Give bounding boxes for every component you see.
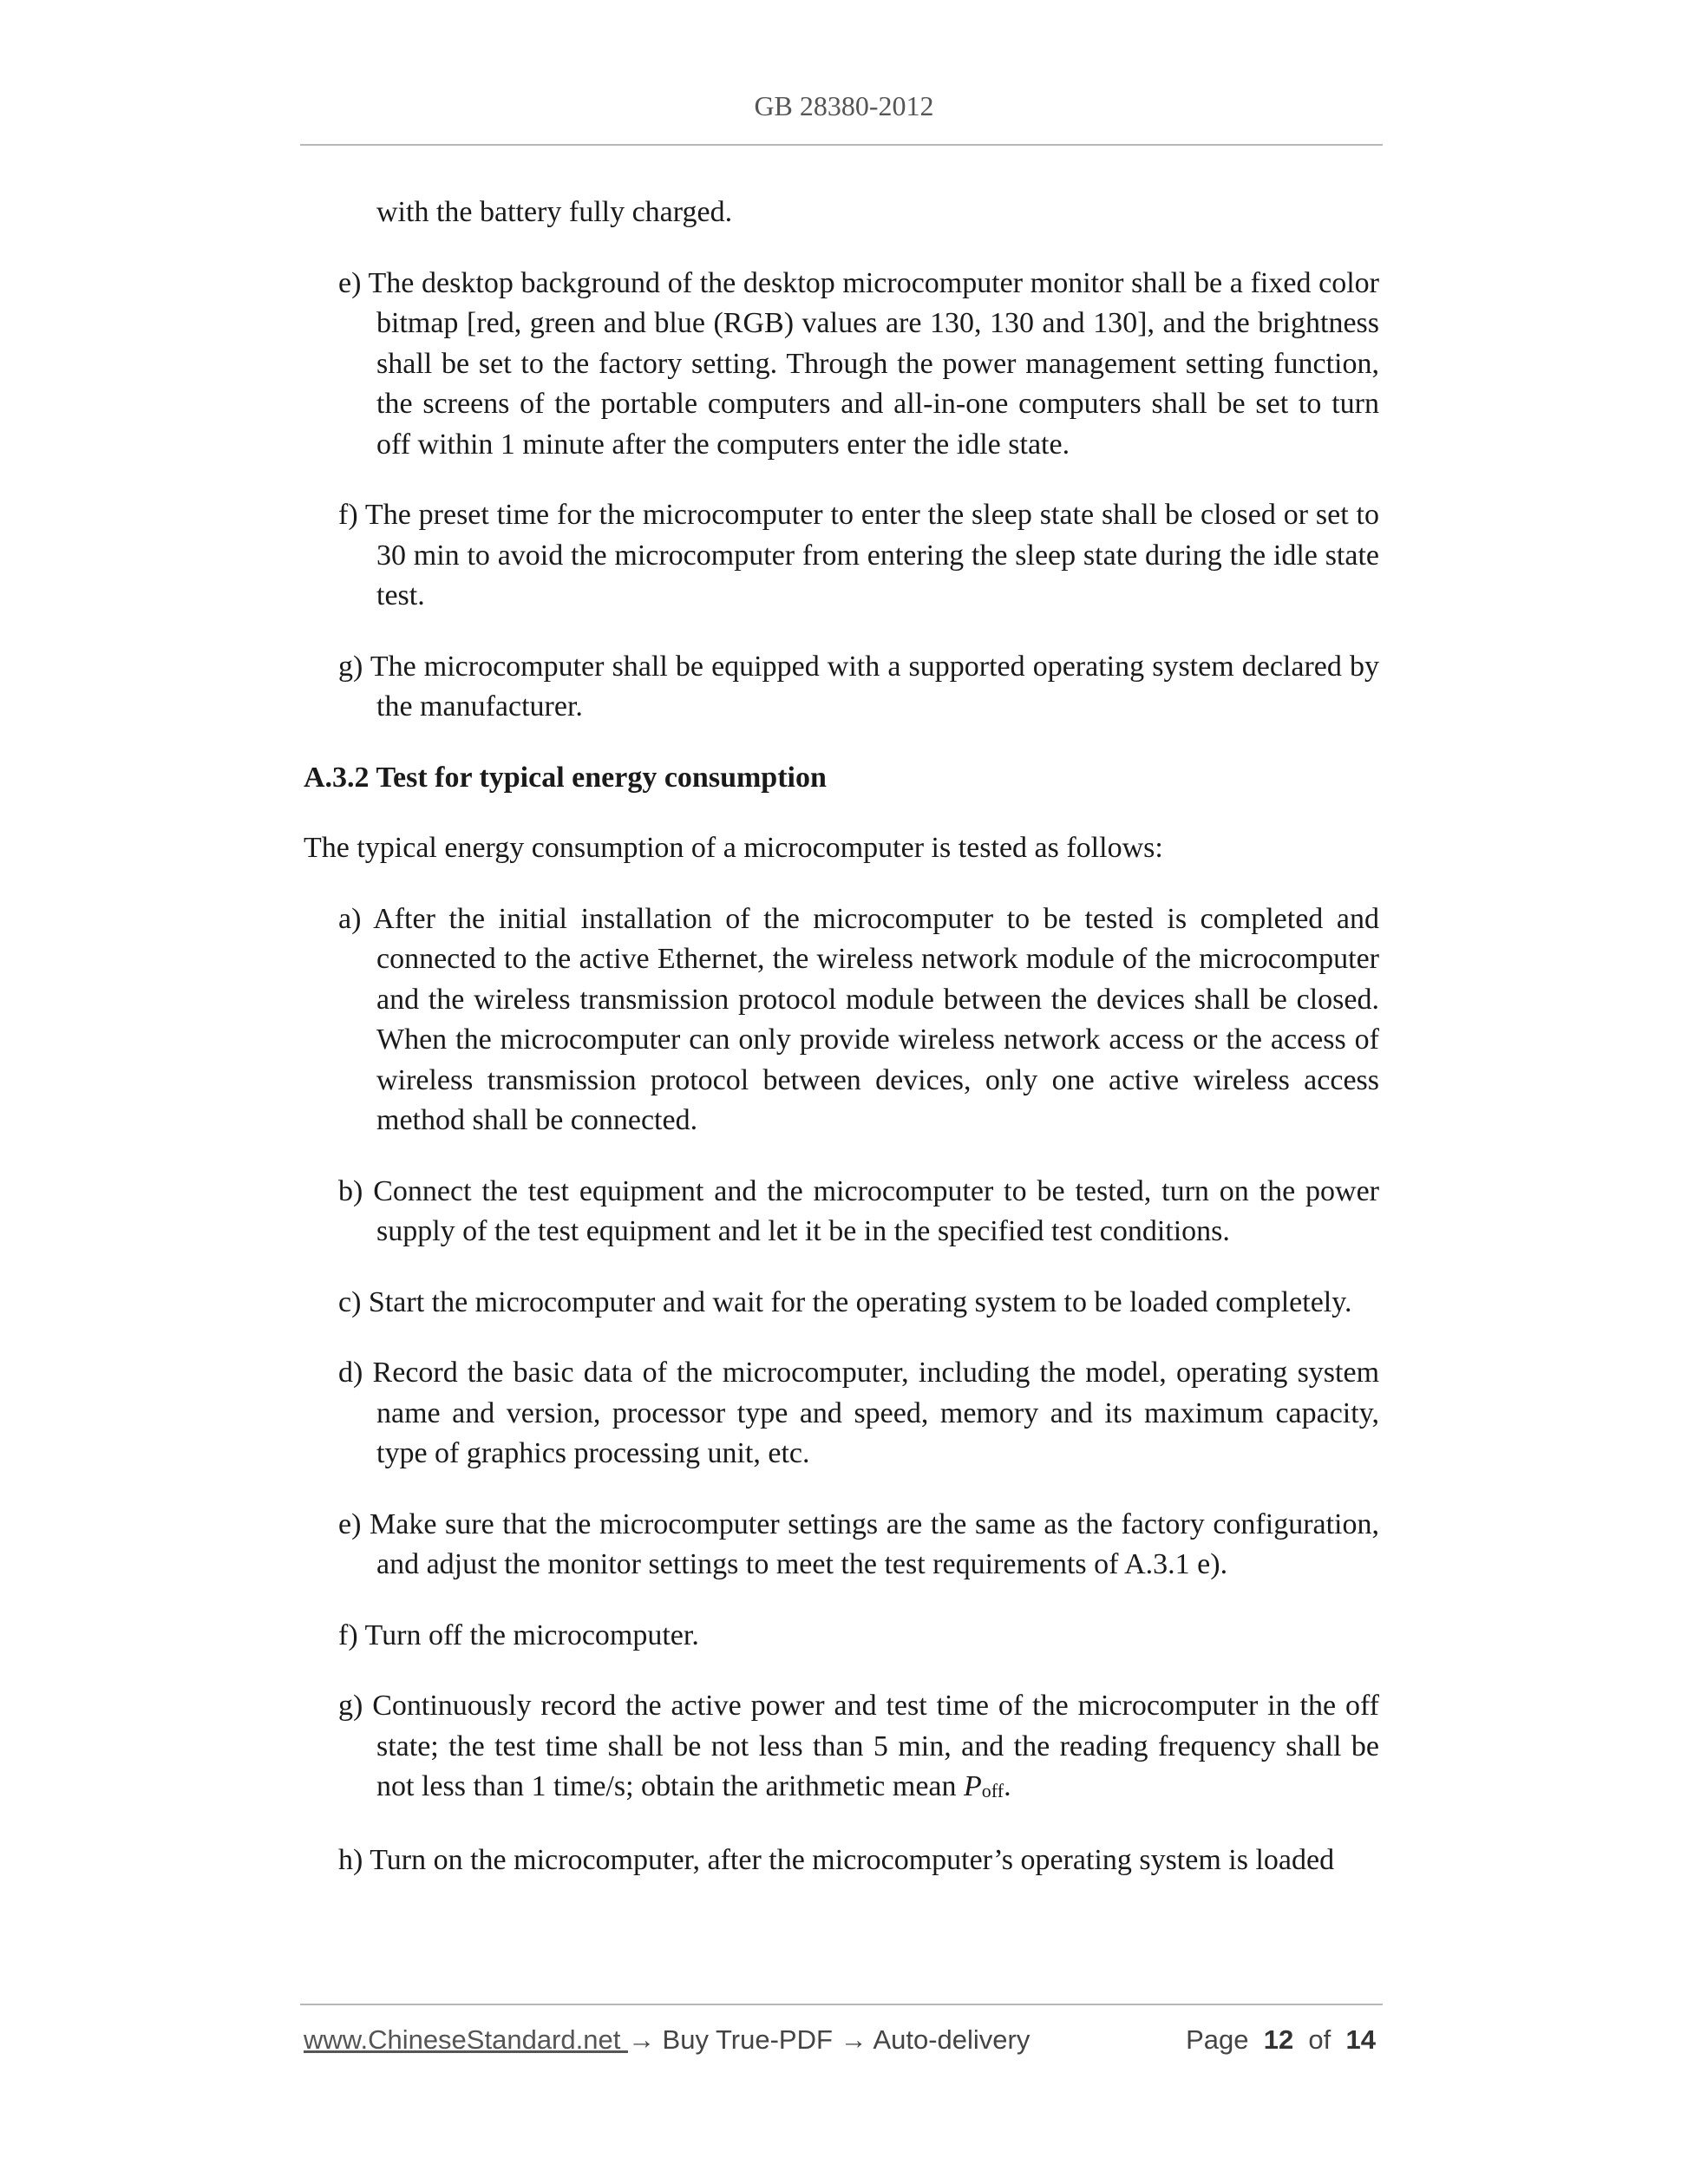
power-symbol: P [964, 1770, 982, 1802]
item-text: Start the microcomputer and wait for the operating system to be loaded completely. [368, 1285, 1352, 1318]
page-total: 14 [1345, 2024, 1376, 2055]
list-item-a32-g [338, 1686, 1379, 1810]
item-text: Turn off the microcomputer. [364, 1618, 699, 1651]
item-label: g) [338, 650, 363, 683]
item-text: Record the basic data of the microcomputer, including the model, operating system name and version, processor type and speed, memory and its maximum capacity, type of graphics processing unit, etc. [372, 1357, 1380, 1469]
item-text: Make sure that the microcomputer settings are the same as the factory configuration, and adjust the monitor settings to meet the test requirements of A.3.1 e). [370, 1507, 1379, 1580]
list-item-a32-c [338, 1283, 1379, 1324]
item-text: The desktop background of the desktop microcomputer monitor shall be a fixed color bitmap [red, green and blue (RGB) values are 130, 130 and 130], and the brightness shall be set to the factory setting. Through the power management setting function, the screens of the portable computers and all-in-one computers shall be set to turn off within 1 minute after the computers enter the idle state. [368, 266, 1379, 461]
item-label: b) [338, 1174, 363, 1207]
power-symbol-subscript: off [981, 1780, 1004, 1801]
item-label: h) [338, 1843, 363, 1876]
auto-delivery-text: Auto-delivery [867, 2024, 1030, 2055]
page-current: 12 [1263, 2024, 1294, 2055]
list-item-a32-f [338, 1616, 1379, 1657]
list-item-a32-b [338, 1172, 1379, 1252]
item-text: Connect the test equipment and the microcomputer to be tested, turn on the power supply of the test equipment and let it be in the specified test conditions. [373, 1174, 1379, 1247]
list-item-a32-a [338, 899, 1379, 1141]
item-text: After the initial installation of the microcomputer to be tested is completed and connected to the active Ethernet, the wireless network module of the microcomputer and the wireless transmission protocol module between the devices shall be closed. When the microcomputer can only provide wireless network access or the access of wireless transmission protocol between devices, only one active wireless access method shall be connected. [373, 902, 1379, 1136]
item-label: g) [338, 1690, 363, 1722]
item-label: e) [338, 1507, 362, 1540]
item-text: The preset time for the microcomputer to enter the sleep state shall be closed or set to 30 min to avoid the microcomputer from entering the sleep state during the idle state test. [364, 499, 1380, 611]
page-header-title: GB 28380-2012 [754, 90, 934, 121]
list-item-a32-e [338, 1505, 1379, 1586]
list-item-a31-f [338, 495, 1379, 617]
list-item-a31-g [338, 647, 1379, 728]
footer-divider [300, 2004, 1383, 2005]
item-label: d) [338, 1357, 363, 1389]
of-word: of [1308, 2024, 1331, 2055]
page-counter [1186, 2024, 1376, 2056]
list-item-a31-e [338, 264, 1379, 466]
arrow-right-icon: → [840, 2024, 867, 2055]
buy-pdf-text: Buy True-PDF [654, 2024, 841, 2055]
page-footer [304, 2024, 1379, 2068]
item-text: The microcomputer shall be equipped with a supported operating system declared by the manufacturer. [370, 650, 1379, 723]
continued-paragraph: with the battery fully charged. [376, 196, 733, 228]
arrow-right-icon: → [627, 2024, 655, 2055]
website-link[interactable]: www.ChineseStandard.net [304, 2024, 628, 2055]
page-word: Page [1186, 2024, 1249, 2055]
item-text: Continuously record the active power and test time of the microcomputer in the off state; the test time shall be not less than 5 min, and the reading frequency shall be not less than 1 time/s; obtain the arithmetic mean [372, 1690, 1379, 1802]
footer-promo [304, 2024, 1030, 2056]
section-heading: A.3.2 Test for typical energy consumption [304, 761, 827, 794]
item-label: e) [338, 266, 362, 299]
page-body [304, 193, 1379, 1910]
item-label: c) [338, 1285, 362, 1318]
item-end-punctuation: . [1004, 1770, 1011, 1802]
list-item-a32-d [338, 1353, 1379, 1475]
item-label: f) [338, 499, 358, 531]
item-text: Turn on the microcomputer, after the microcomputer’s operating system is loaded [370, 1843, 1335, 1876]
section-intro: The typical energy consumption of a microcomputer is tested as follows: [304, 832, 1163, 864]
item-label: f) [338, 1618, 358, 1651]
header-divider [300, 144, 1383, 146]
item-label: a) [338, 902, 362, 935]
list-item-a32-h [338, 1841, 1379, 1881]
